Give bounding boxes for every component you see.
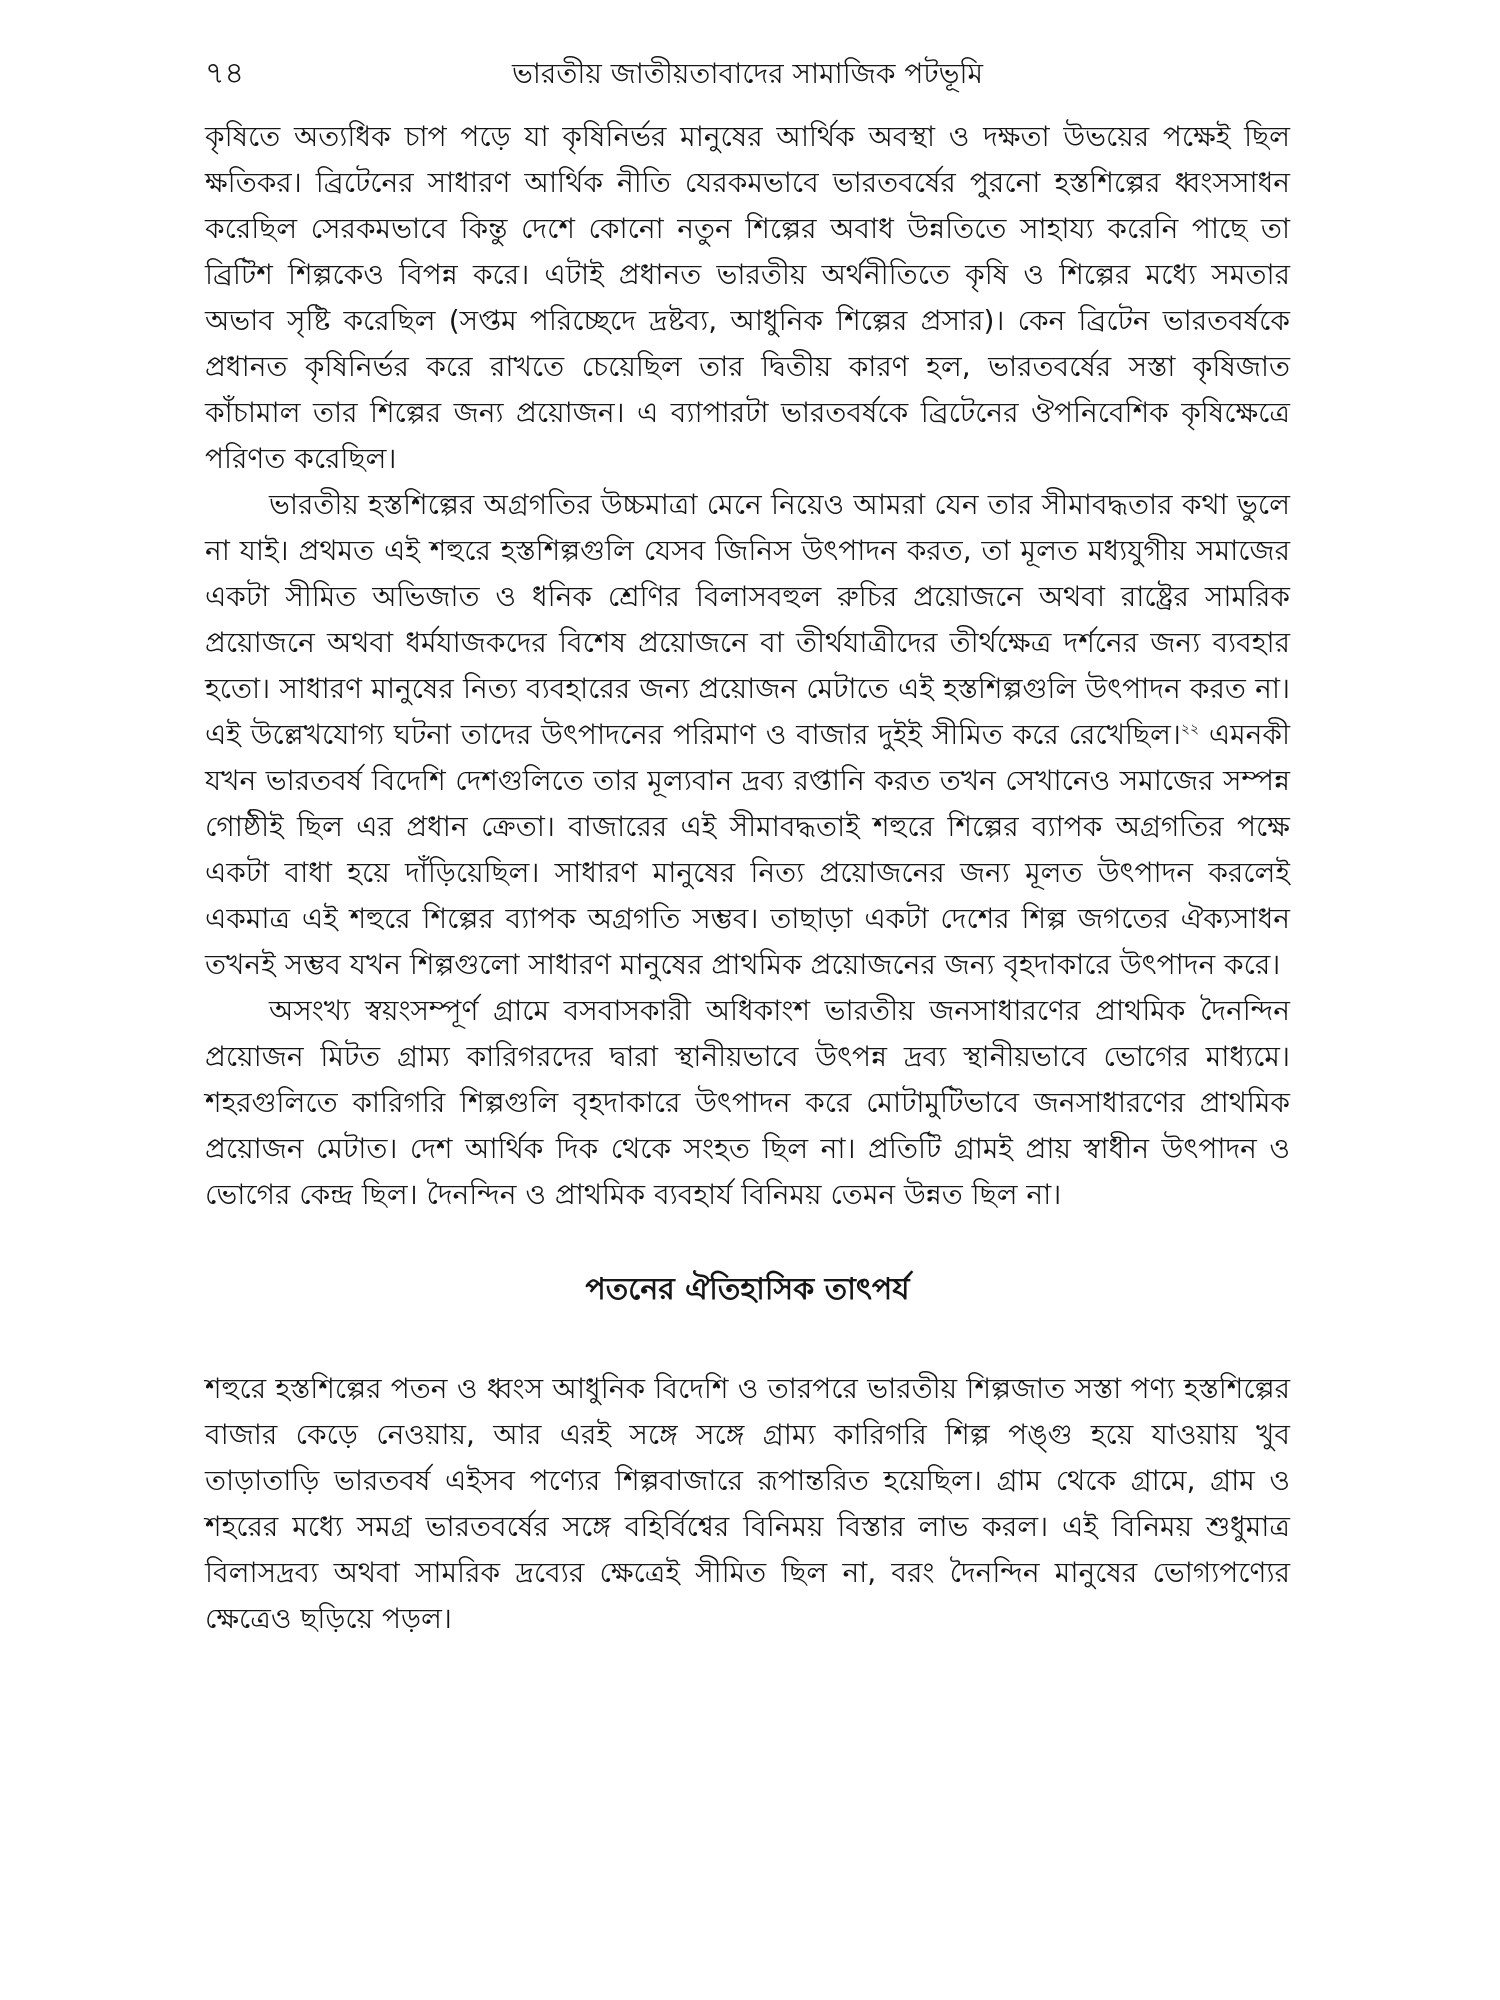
paragraph-historical-significance: শহুরে হস্তশিল্পের পতন ও ধ্বংস আধুনিক বিদেশি ও তারপরে ভারতীয় শিল্পজাত সস্তা পণ্য হস্তশিল্পের বাজার কেড়ে নেওয়ায়, আর এরই সঙ্গে সঙ্গে গ্রাম্য কারিগরি শিল্প পঙ্গু হয়ে যাওয়ায় খুব তাড়াতাড়ি ভারতবর্ষ এইসব পণ্যের শিল্পবাজারে রূপান্তরিত হয়েছিল। গ্রাম থেকে গ্রামে, গ্রাম ও শহরের মধ্যে সমগ্র ভারতবর্ষের সঙ্গে বহির্বিশ্বের বিনিময় বিস্তার লাভ করল। এই বিনিময় শুধুমাত্র বিলাসদ্রব্য অথবা সামরিক দ্রব্যের ক্ষেত্রেই সীমিত ছিল না, বরং দৈনন্দিন মানুষের ভোগ্যপণ্যের ক্ষেত্রেও ছড়িয়ে পড়ল। — [205, 1372, 1290, 1635]
paragraph-village-economy: অসংখ্য স্বয়ংসম্পূর্ণ গ্রামে বসবাসকারী অধিকাংশ ভারতীয় জনসাধারণের প্রাথমিক দৈনন্দিন প্রয়োজন মিটত গ্রাম্য কারিগরদের দ্বারা স্থানীয়ভাবে উৎপন্ন দ্রব্য স্থানীয়ভাবে ভোগের মাধ্যমে। শহরগুলিতে কারিগরি শিল্পগুলি বৃহদাকারে উৎপাদন করে মোটামুটিভাবে জনসাধারণের প্রাথমিক প্রয়োজন মেটাত। দেশ আর্থিক দিক থেকে সংহত ছিল না। প্রতিটি গ্রামই প্রায় স্বাধীন উৎপাদন ও ভোগের কেন্দ্র ছিল। দৈনন্দিন ও প্রাথমিক ব্যবহার্য বিনিময় তেমন উন্নত ছিল না। — [205, 994, 1290, 1211]
section-heading: পতনের ঐতিহাসিক তাৎপর্য — [585, 1272, 910, 1307]
page-header — [205, 46, 1290, 102]
paragraph-handicraft-limitations — [205, 482, 1290, 988]
paragraph-continuation: কৃষিতে অত্যধিক চাপ পড়ে যা কৃষিনির্ভর মানুষের আর্থিক অবস্থা ও দক্ষতা উভয়ের পক্ষেই ছিল ক্ষতিকর। ব্রিটেনের সাধারণ আর্থিক নীতি যেরকমভাবে ভারতবর্ষের পুরনো হস্তশিল্পের ধ্বংসসাধন করেছিল সেরকমভাবে কিন্তু দেশে কোনো নতুন শিল্পের অবাধ উন্নতিতে সাহায্য করেনি পাছে তা ব্রিটিশ শিল্পকেও বিপন্ন করে। এটাই প্রধানত ভারতীয় অর্থনীতিতে কৃষি ও শিল্পের মধ্যে সমতার অভাব সৃষ্টি করেছিল (সপ্তম পরিচ্ছেদে দ্রষ্টব্য, আধুনিক শিল্পের প্রসার)। কেন ব্রিটেন ভারতবর্ষকে প্রধানত কৃষিনির্ভর করে রাখতে চেয়েছিল তার দ্বিতীয় কারণ হল, ভারতবর্ষের সস্তা কৃষিজাত কাঁচামাল তার শিল্পের জন্য প্রয়োজন। এ ব্যাপারটা ভারতবর্ষকে ব্রিটেনের ঔপনিবেশিক কৃষিক্ষেত্রে পরিণত করেছিল। — [205, 120, 1290, 475]
book-page — [205, 46, 1290, 1956]
running-title: ভারতীয় জাতীয়তাবাদের সামাজিক পটভূমি — [511, 57, 984, 90]
paragraph-text-after-footnote: এমনকী যখন ভারতবর্ষ বিদেশি দেশগুলিতে তার মূল্যবান দ্রব্য রপ্তানি করত তখন সেখানেও সমাজের সম্পন্ন গোষ্ঠীই ছিল এর প্রধান ক্রেতা। বাজারের এই সীমাবদ্ধতাই শহুরে শিল্পের ব্যাপক অগ্রগতির পক্ষে একটা বাধা হয়ে দাঁড়িয়েছিল। সাধারণ মানুষের নিত্য প্রয়োজনের জন্য মূলত উৎপাদন করলেই একমাত্র এই শহুরে শিল্পের ব্যাপক অগ্রগতি সম্ভব। তাছাড়া একটা দেশের শিল্প জগতের ঐক্যসাধন তখনই সম্ভব যখন শিল্পগুলো সাধারণ মানুষের প্রাথমিক প্রয়োজনের জন্য বৃহদাকারে উৎপাদন করে। — [205, 718, 1290, 981]
body-text — [205, 114, 1290, 1642]
page-number: ৭৪ — [205, 56, 244, 91]
footnote-reference: ২২ — [1180, 721, 1200, 738]
paragraph-text-before-footnote: ভারতীয় হস্তশিল্পের অগ্রগতির উচ্চমাত্রা মেনে নিয়েও আমরা যেন তার সীমাবদ্ধতার কথা ভুলে না যাই। প্রথমত এই শহুরে হস্তশিল্পগুলি যেসব জিনিস উৎপাদন করত, তা মূলত মধ্যযুগীয় সমাজের একটা সীমিত অভিজাত ও ধনিক শ্রেণির বিলাসবহুল রুচির প্রয়োজনে অথবা রাষ্ট্রের সামরিক প্রয়োজনে অথবা ধর্মযাজকদের বিশেষ প্রয়োজনে বা তীর্থযাত্রীদের তীর্থক্ষেত্র দর্শনের জন্য ব্যবহার হতো। সাধারণ মানুষের নিত্য ব্যবহারের জন্য প্রয়োজন মেটাতে এই হস্তশিল্পগুলি উৎপাদন করত না। এই উল্লেখযোগ্য ঘটনা তাদের উৎপাদনের পরিমাণ ও বাজার দুইই সীমিত করে রেখেছিল। — [205, 488, 1290, 751]
